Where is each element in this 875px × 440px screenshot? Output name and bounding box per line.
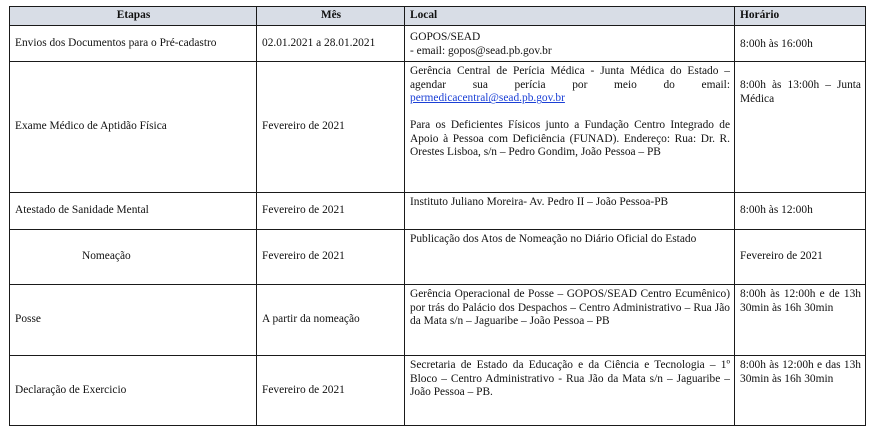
local-line: GOPOS/SEAD xyxy=(410,31,481,43)
header-row xyxy=(10,7,866,26)
cell-etapa: Nomeação xyxy=(10,230,257,285)
cell-horario: 8:00h às 13:00h – Junta Médica xyxy=(735,62,866,193)
cell-local: Secretaria de Estado da Educação e da Ciência e Tecnologia – 1º Bloco – Centro Administrativo - Rua Jão da Mata s/n – Jaguaribe – João Pessoa – PB. xyxy=(405,356,735,426)
cell-local: Publicação dos Atos de Nomeação no Diário Oficial do Estado xyxy=(405,230,735,285)
cell-horario: 8:00h às 12:00h xyxy=(735,193,866,230)
table-row xyxy=(10,26,866,62)
cell-mes: Fevereiro de 2021 xyxy=(257,62,405,193)
table-row xyxy=(10,356,866,426)
cell-horario: 8:00h às 12:00h e das 13h 30min às 16h 30min xyxy=(735,356,866,426)
cell-horario: 8:00h às 16:00h xyxy=(735,26,866,62)
paragraph-gap xyxy=(410,106,730,119)
cell-horario: 8:00h às 12:00h e de 13h 30min às 16h 30min xyxy=(735,285,866,356)
cell-local: Gerência Operacional de Posse – GOPOS/SEAD Centro Ecumênico) por trás do Palácio dos Despachos – Centro Administrativo – Rua Jão da Mata s/n – Jaguaribe – João Pessoa – PB xyxy=(405,285,735,356)
local-email-line: - email: gopos@sead.pb.gov.br xyxy=(410,44,552,57)
table-row xyxy=(10,193,866,230)
local-text: Gerência Central de Perícia Médica - Junta Médica do Estado – agendar sua perícia por meio do email: xyxy=(410,65,730,91)
cell-local xyxy=(405,62,735,193)
cell-mes: Fevereiro de 2021 xyxy=(257,230,405,285)
header-local: Local xyxy=(405,7,735,26)
header-horario: Horário xyxy=(735,7,866,26)
cell-mes: A partir da nomeação xyxy=(257,285,405,356)
cell-etapa: Atestado de Sanidade Mental xyxy=(10,193,257,230)
table-row xyxy=(10,62,866,193)
header-etapas: Etapas xyxy=(10,7,257,26)
table-row xyxy=(10,285,866,356)
cell-local: Instituto Juliano Moreira- Av. Pedro II – João Pessoa-PB xyxy=(405,193,735,230)
cell-etapa: Exame Médico de Aptidão Física xyxy=(10,62,257,193)
cell-etapa: Posse xyxy=(10,285,257,356)
cell-mes: Fevereiro de 2021 xyxy=(257,356,405,426)
header-mes: Mês xyxy=(257,7,405,26)
email-link[interactable]: permedicacentral@sead.pb.gov.br xyxy=(410,92,565,105)
table-row xyxy=(10,230,866,285)
cell-horario: Fevereiro de 2021 xyxy=(735,230,866,285)
cell-mes: 02.01.2021 a 28.01.2021 xyxy=(257,26,405,62)
schedule-table xyxy=(9,6,866,426)
cell-local xyxy=(405,26,735,62)
cell-mes: Fevereiro de 2021 xyxy=(257,193,405,230)
local-paragraph-2: Para os Deficientes Físicos junto a Fundação Centro Integrado de Apoio à Pessoa com Deficiência (FUNAD). Endereço: Rua: Dr. R. Orestes Lisboa, s/n – Pedro Gondim, João Pessoa – PB xyxy=(410,118,730,159)
local-paragraph xyxy=(410,65,730,106)
cell-etapa: Declaração de Exercicio xyxy=(10,356,257,426)
cell-etapa: Envios dos Documentos para o Pré-cadastro xyxy=(10,26,257,62)
